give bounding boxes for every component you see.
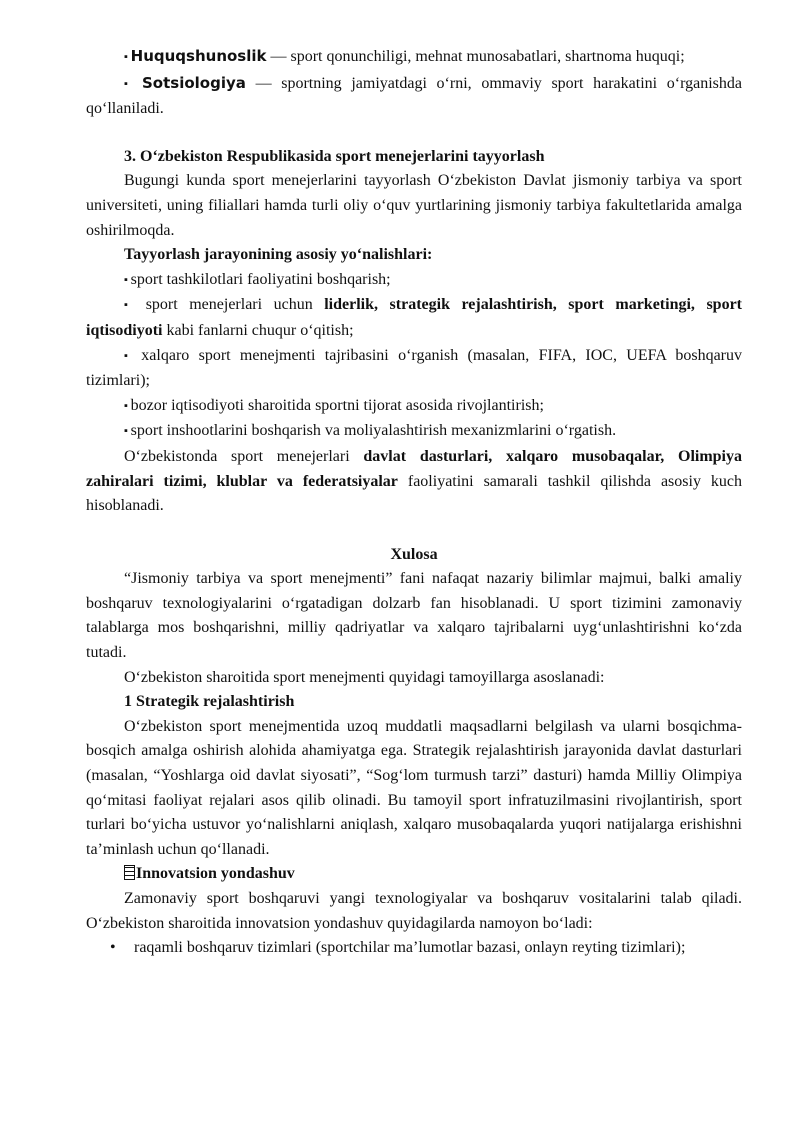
list-item: ▪ sport tashkilotlari faoliyatini boshqarish; — [86, 268, 742, 294]
conclusion-title: Xulosa — [390, 545, 438, 563]
bullet-sotsiologiya: ▪ Sotsiologiya — sportning jamiyatdagi o‘rni, ommaviy sport harakatini o‘rganishda qo‘llaniladi. — [86, 71, 742, 122]
directions-heading: Tayyorlash jarayonining asosiy yo‘nalishlari: — [124, 246, 433, 264]
conclusion-paragraph: O‘zbekiston sharoitida sport menejmenti quyidagi tamoyillarga asoslanadi: — [124, 668, 605, 686]
missing-glyph-icon — [124, 865, 135, 880]
list-item: ▪ sport menejerlari uchun liderlik, strategik rejalashtirish, sport marketingi, sport iqtisodiyoti kabi fanlarni chuqur o‘qitish; — [86, 293, 742, 343]
list-item: ▪ xalqaro sport menejmenti tajribasini o‘rganish (masalan, FIFA, IOC, UEFA boshqaruv tizimlari); — [86, 344, 742, 394]
conclusion-paragraph: Zamonaviy sport boshqaruvi yangi texnologiyalar va boshqaruv vositalarini talab qiladi. O‘zbekiston sharoitida innovatsion yondashuv quyidagilarda namoyon bo‘ladi: — [86, 890, 742, 932]
list-item: • raqamli boshqaruv tizimlari (sportchilar ma’lumotlar bazasi, onlayn reyting tizimlari); — [86, 936, 742, 961]
list-item: ▪ sport inshootlarini boshqarish va moliyalashtirish mexanizmlarini o‘rgatish. — [86, 419, 742, 445]
conclusion-paragraph: O‘zbekiston sport menejmentida uzoq muddatli maqsadlarni belgilash va ularni bosqichma-bosqich amalga oshirish alohida ahamiyatga ega. Strategik rejalashtirish jarayonida davlat dasturlari (masalan, “Yoshlarga oid davlat siyosati”, “Sog‘lom turmush tarzi” dasturi) hamda Milliy Olimpiya qo‘mitasi faoliyat rejalari asos qilib olinadi. Bu tamoyil sport infratuzilmasini rivojlantirish, sport turlari bo‘yicha ustuvor yo‘nalishlarni aniqlash, xalqaro musobaqalarda yuqori natijalarga erishishni ta’minlash uchun qo‘llanadi. — [86, 717, 742, 858]
term-label: Sotsiologiya — [142, 73, 246, 92]
document-page — [86, 44, 742, 961]
term-label: Huquqshunoslik — [130, 47, 267, 65]
list-item: ▪ bozor iqtisodiyoti sharoitida sportni tijorat asosida rivojlantirish; — [86, 394, 742, 420]
conclusion-paragraph: “Jismoniy tarbiya va sport menejmenti” fani nafaqat nazariy bilimlar majmui, balki amaliy boshqaruv texnologiyalarini o‘rgatadigan dolzarb fan hisoblanadi. U sport tizimini zamonaviy talablarga mos boshqarishni, milliy qadriyatlar va xalqaro tajribalarni uyg‘unlashtirishni ko‘zda tutadi. — [86, 570, 742, 662]
bullet-dot-icon: • — [110, 939, 116, 957]
section-closing: O‘zbekistonda sport menejerlari davlat dasturlari, xalqaro musobaqalar, Olimpiya zahiralari tizimi, klublar va federatsiyalar faoliyatini samarali tashkil qilishda asosiy kuch hisoblanadi. — [86, 447, 743, 515]
section-heading: 3. O‘zbekiston Respublikasida sport menejerlarini tayyorlash — [124, 147, 545, 165]
bullet-huquqshunoslik: ▪ Huquqshunoslik — sport qonunchiligi, mehnat munosabatlari, shartnoma huquqi; — [86, 44, 742, 71]
subheading-innovation: Innovatsion yondashuv — [86, 862, 742, 887]
section-intro: Bugungi kunda sport menejerlarini tayyorlash O‘zbekiston Davlat jismoniy tarbiya va sport universiteti, uning filiallari hamda turli oliy o‘quv yurtlarining jismoniy tarbiya fakultetlarida amalga oshirilmoqda. — [86, 172, 742, 239]
subheading-strategic: 1 Strategik rejalashtirish — [124, 693, 295, 711]
